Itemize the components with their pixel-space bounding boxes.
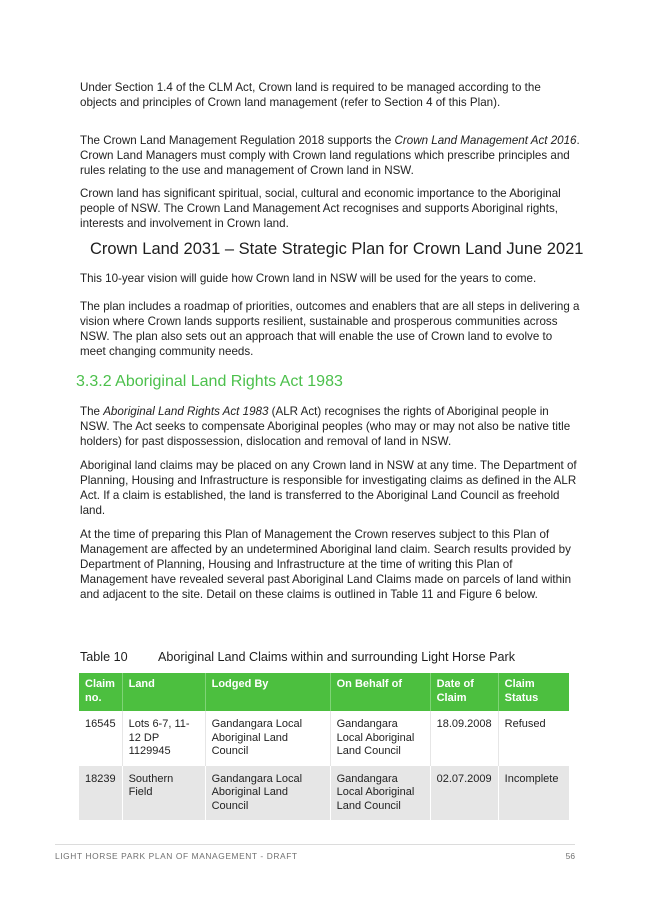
cell-claim-no: 16545 <box>79 711 122 766</box>
paragraph-roadmap: The plan includes a roadmap of priorities, outcomes and enablers that are all steps in delivering a vision where Crown lands supports resilient, sustainable and prosperous communities across NSW. The plan also sets out an approach that will enable the use of Crown land to evolve to meet changing community needs. <box>80 300 580 358</box>
paragraph-alr-act <box>80 404 580 449</box>
heading-strategic-plan: Crown Land 2031 – State Strategic Plan for Crown Land June 2021 <box>90 240 584 258</box>
paragraph-alr-text-start: The <box>80 405 104 418</box>
paragraph-land-claims: Aboriginal land claims may be placed on any Crown land in NSW at any time. The Department of Planning, Housing and Infrastructure is responsible for investigating claims as defined in the ALR Act. If a claim is established, the land is transferred to the Aboriginal Land Council as freehold land. <box>80 459 577 517</box>
paragraph-clm-act-section: Under Section 1.4 of the CLM Act, Crown land is required to be managed according to the objects and principles of Crown land management (refer to Section 4 of this Plan). <box>80 81 541 109</box>
paragraph-regulation <box>80 133 580 178</box>
footer-page-number: 56 <box>565 851 575 861</box>
table-caption <box>80 650 516 664</box>
cell-land: Lots 6-7, 11-12 DP 1129945 <box>122 711 205 766</box>
cell-land: Southern Field <box>122 766 205 821</box>
table-caption-title: Aboriginal Land Claims within and surrounding Light Horse Park <box>158 650 516 664</box>
column-header-claim-status: Claim Status <box>498 673 569 711</box>
table-row <box>79 711 569 766</box>
cell-on-behalf-of: Gandangara Local Aboriginal Land Council <box>330 766 430 821</box>
land-claims-table <box>79 673 569 820</box>
column-header-date-of-claim: Date of Claim <box>430 673 498 711</box>
paragraph-aboriginal-importance: Crown land has significant spiritual, social, cultural and economic importance to the Aboriginal people of NSW. The Crown Land Management Act recognises and supports Aboriginal rights, interests and involvement in Crown land. <box>80 187 561 230</box>
paragraph-regulation-text-end: . Crown Land Managers must comply with Crown land regulations which prescribe principles and rules relating to the use and management of Crown land in NSW. <box>80 134 580 177</box>
heading-alr-act-section: 3.3.2 Aboriginal Land Rights Act 1983 <box>76 373 343 390</box>
paragraph-ten-year-vision: This 10-year vision will guide how Crown land in NSW will be used for the years to come. <box>80 272 537 285</box>
column-header-claim-no: Claim no. <box>79 673 122 711</box>
cell-claim-status: Refused <box>498 711 569 766</box>
cell-date-of-claim: 02.07.2009 <box>430 766 498 821</box>
cell-date-of-claim: 18.09.2008 <box>430 711 498 766</box>
column-header-lodged-by: Lodged By <box>205 673 330 711</box>
paragraph-alr-text-end: (ALR Act) recognises the rights of Aboriginal people in NSW. The Act seeks to compensate Aboriginal peoples (who may or may not also be native title holders) for past dispossession, dislocation and removal of land in NSW. <box>80 405 571 448</box>
cell-on-behalf-of: Gandangara Local Aboriginal Land Council <box>330 711 430 766</box>
paragraph-regulation-text-start: The Crown Land Management Regulation 2018 supports the <box>80 134 395 147</box>
column-header-on-behalf-of: On Behalf of <box>330 673 430 711</box>
paragraph-regulation-act-title: Crown Land Management Act 2016 <box>394 134 577 147</box>
cell-lodged-by: Gandangara Local Aboriginal Land Council <box>205 766 330 821</box>
table-row <box>79 766 569 821</box>
cell-claim-no: 18239 <box>79 766 122 821</box>
paragraph-plan-status: At the time of preparing this Plan of Management the Crown reserves subject to this Plan of Management are affected by an undetermined Aboriginal land claim. Search results provided by Department of Planning, Housing and Infrastructure at the time of writing this Plan of Management have revealed several past Aboriginal Land Claims made on parcels of land within and adjacent to the site. Detail on these claims is outlined in Table 11 and Figure 6 below. <box>80 528 572 601</box>
column-header-land: Land <box>122 673 205 711</box>
paragraph-alr-act-title: Aboriginal Land Rights Act 1983 <box>103 405 269 418</box>
cell-claim-status: Incomplete <box>498 766 569 821</box>
table-header-row <box>79 673 569 711</box>
footer-divider <box>55 844 575 845</box>
table-caption-number: Table 10 <box>80 650 128 664</box>
cell-lodged-by: Gandangara Local Aboriginal Land Council <box>205 711 330 766</box>
footer-document-title: LIGHT HORSE PARK PLAN OF MANAGEMENT - DRAFT <box>55 851 298 861</box>
